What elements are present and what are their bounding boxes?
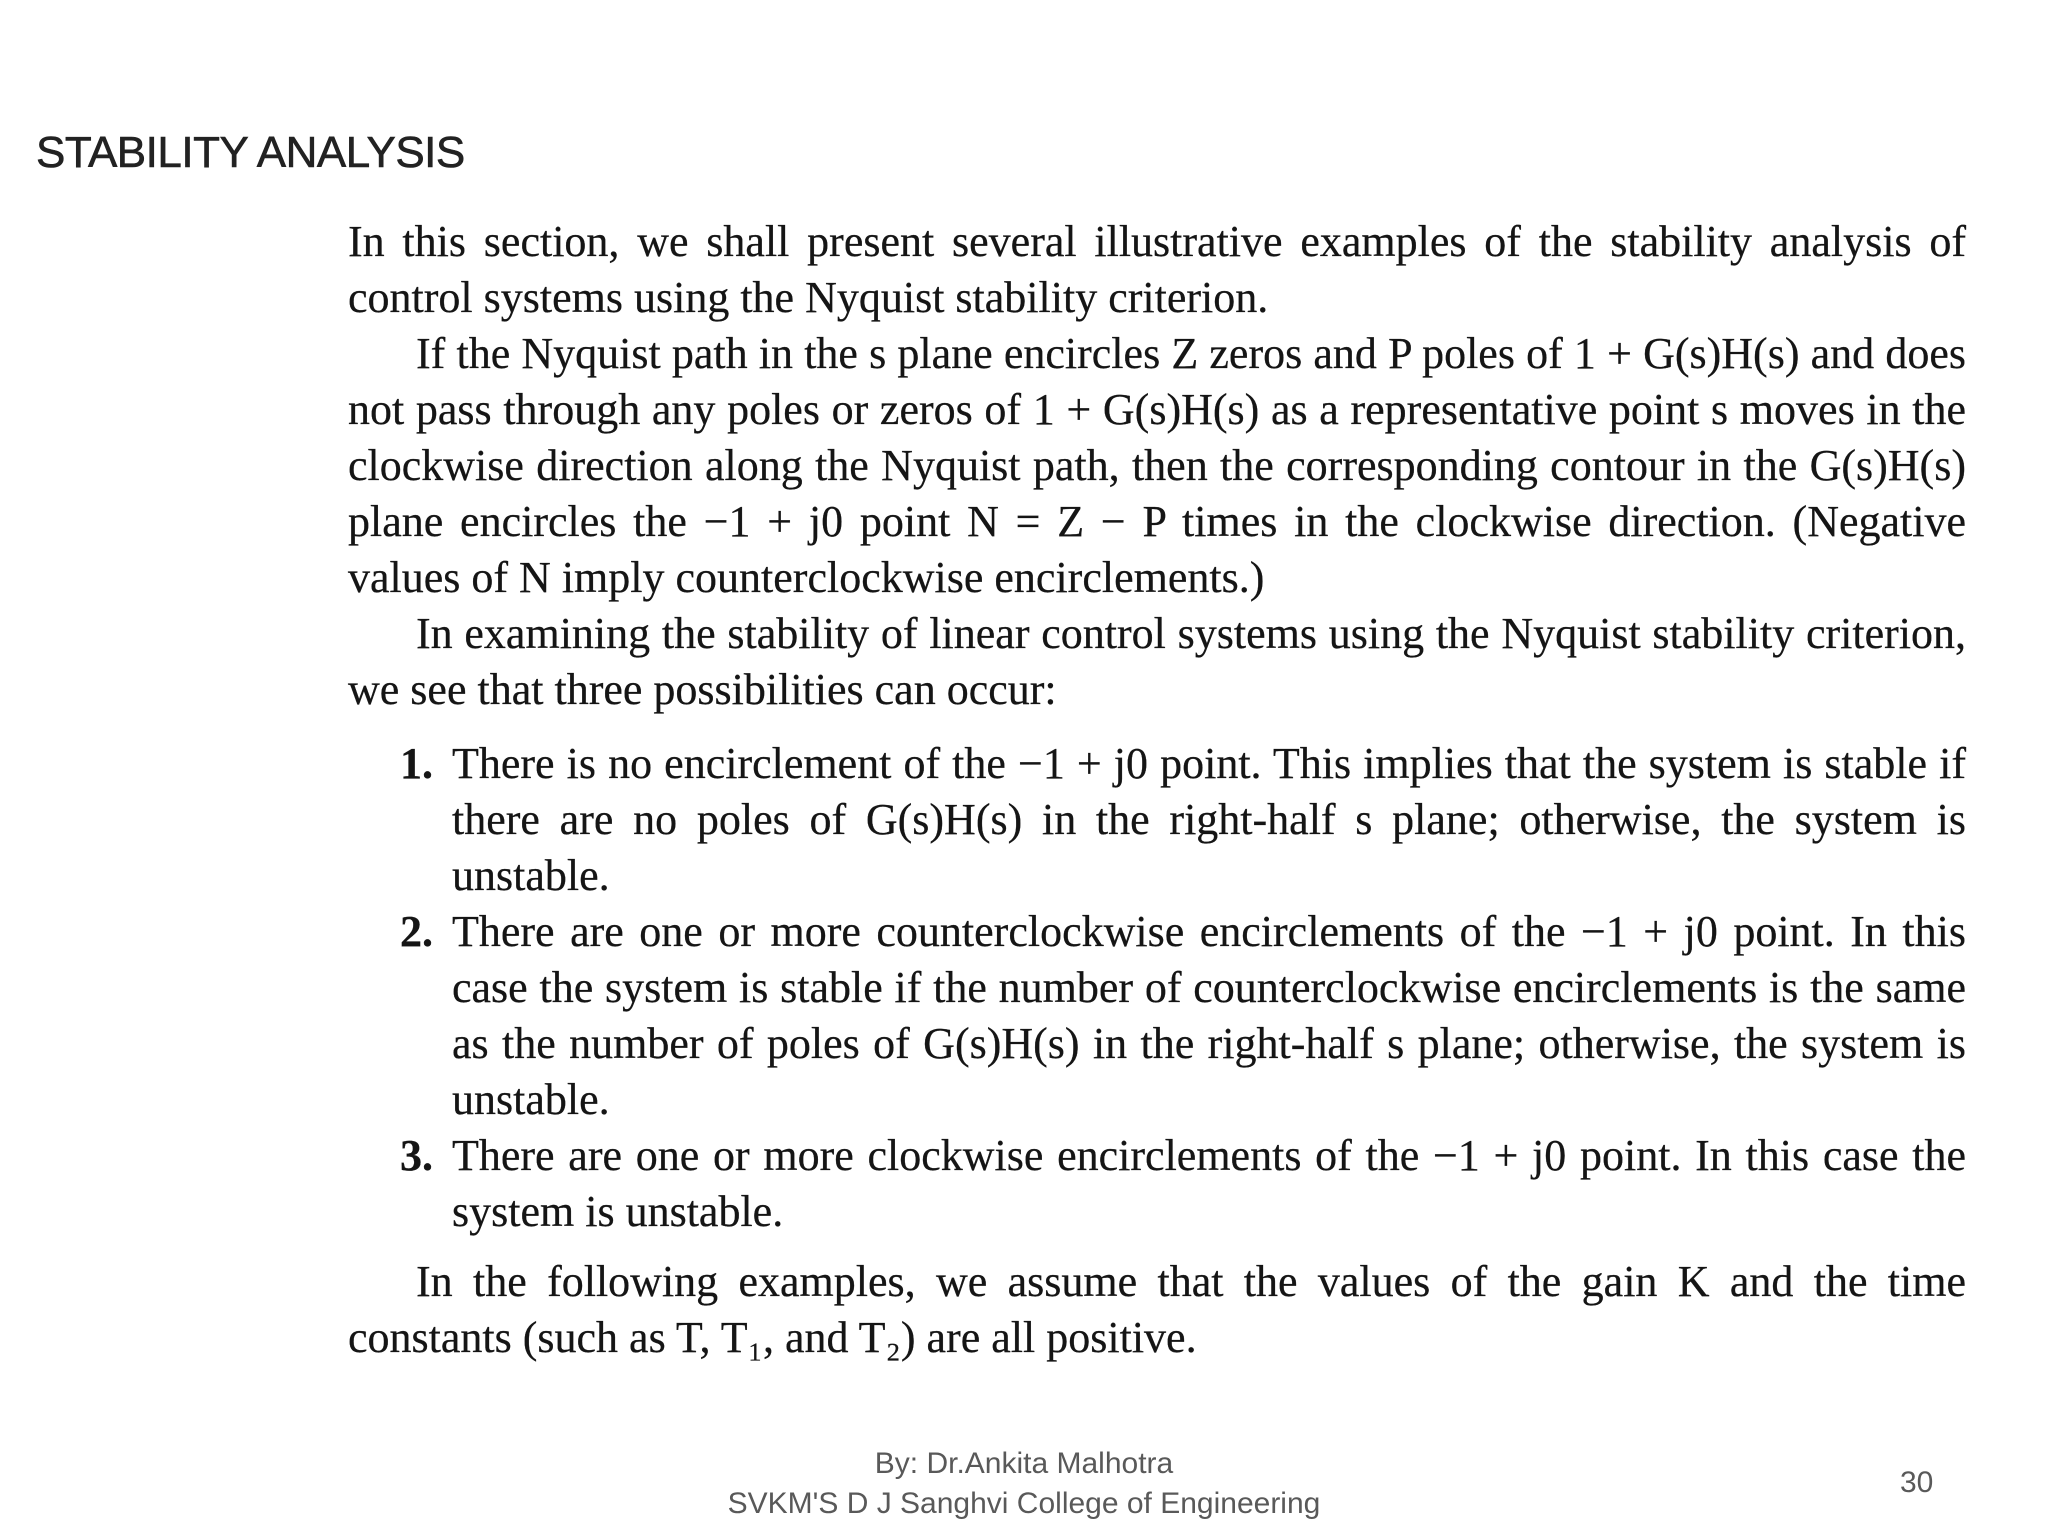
footer-college: SVKM'S D J Sanghvi College of Engineering	[727, 1487, 1321, 1520]
list-item-number: 1.	[400, 739, 433, 788]
closing-paragraph: In the following examples, we assume that the values of the gain K and the time constants (such as T, T₁, and T₂) are all positive.	[348, 1257, 1966, 1362]
page-title: STABILITY ANALYSIS	[36, 128, 465, 177]
list-item-text: There is no encirclement of the −1 + j0 point. This implies that the system is stable if there are no poles of G(s)H(s) in the right-half s plane; otherwise, the system is unstable.	[452, 739, 1966, 900]
list-item-text: There are one or more counterclockwise encirclements of the −1 + j0 point. In this case the system is stable if the number of counterclockwise encirclements is the same as the number of poles of G(s)H(s) in the right-half s plane; otherwise, the system is unstable.	[452, 907, 1966, 1124]
slide-number: 30	[1900, 1466, 1934, 1499]
nyquist-path-paragraph: If the Nyquist path in the s plane encircles Z zeros and P poles of 1 + G(s)H(s) and does not pass through any poles or zeros of 1 + G(s)H(s) as a representative point s moves in the clockwise direction along the Nyquist path, then the corresponding contour in the G(s)H(s) plane encircles the −1 + j0 point N = Z − P times in the clockwise direction. (Negative values of N imply counterclockwise encirclements.)	[348, 329, 1966, 602]
list-item-number: 3.	[400, 1131, 433, 1180]
list-item	[400, 904, 1966, 1128]
possibilities-list	[348, 736, 1966, 1240]
list-item	[400, 736, 1966, 904]
intro-paragraph: In this section, we shall present several illustrative examples of the stability analysis of control systems using the Nyquist stability criterion.	[348, 217, 1966, 322]
list-item-number: 2.	[400, 907, 433, 956]
body-text	[348, 214, 1966, 1366]
list-item-text: There are one or more clockwise encirclements of the −1 + j0 point. In this case the system is unstable.	[452, 1131, 1966, 1236]
footer-author: By: Dr.Ankita Malhotra	[874, 1447, 1174, 1480]
possibilities-intro-paragraph: In examining the stability of linear control systems using the Nyquist stability criterion, we see that three possibilities can occur:	[348, 609, 1966, 714]
list-item	[400, 1128, 1966, 1240]
